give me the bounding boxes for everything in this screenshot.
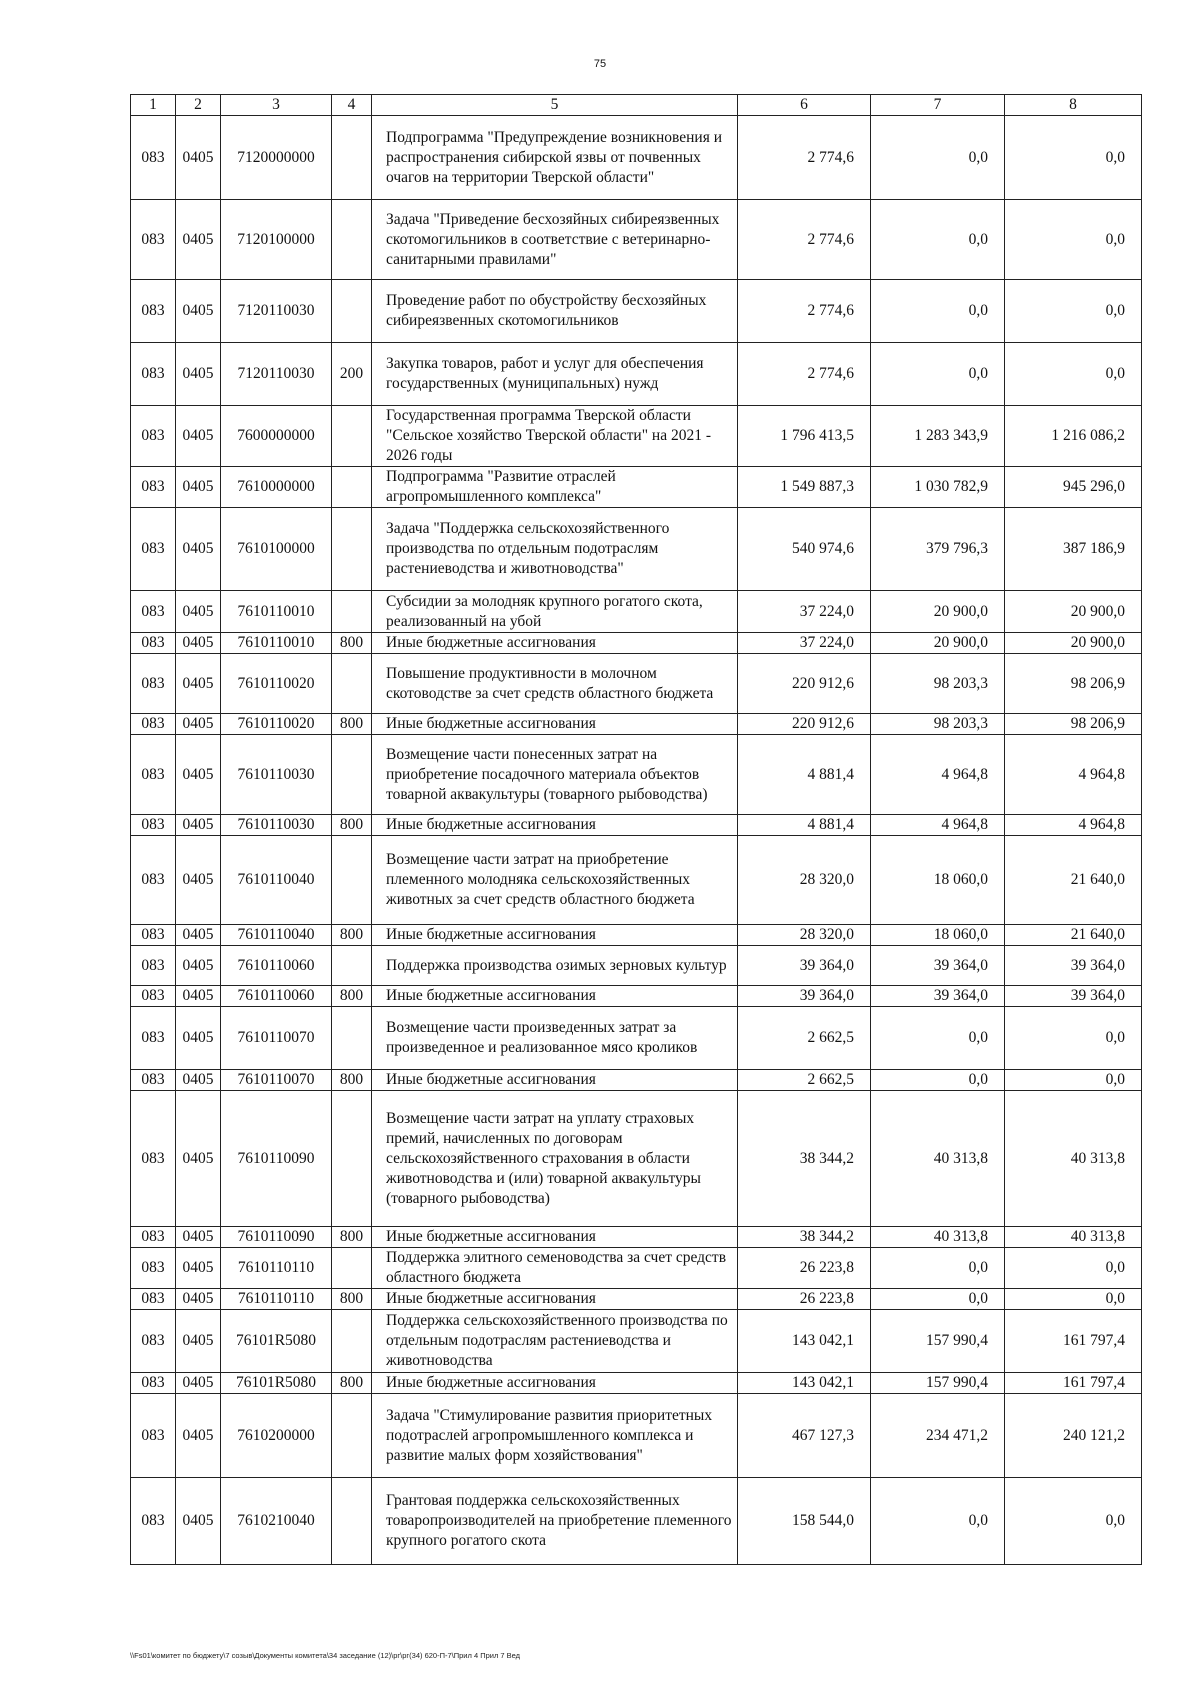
table-row [131, 1070, 1142, 1091]
cell-ved: 083 [131, 280, 176, 343]
cell-amount-2026: 0,0 [1005, 200, 1142, 280]
cell-amount-2025: 0,0 [871, 1070, 1005, 1091]
cell-amount-2024: 4 881,4 [738, 735, 871, 815]
cell-amount-2025: 157 990,4 [871, 1373, 1005, 1394]
cell-section: 0405 [176, 508, 221, 591]
table-row [131, 815, 1142, 836]
cell-amount-2024: 1 549 887,3 [738, 467, 871, 508]
cell-section: 0405 [176, 986, 221, 1007]
cell-expense-type [332, 116, 372, 200]
cell-expense-type [332, 1478, 372, 1565]
cell-section: 0405 [176, 654, 221, 714]
cell-ved: 083 [131, 343, 176, 406]
cell-name: Государственная программа Тверской области "Сельское хозяйство Тверской области" на 2021 - 2026 годы [372, 406, 738, 467]
cell-name: Возмещение части понесенных затрат на приобретение посадочного материала объектов товарной аквакультуры (товарного рыбоводства) [372, 735, 738, 815]
cell-name: Проведение работ по обустройству бесхозяйных сибиреязвенных скотомогильников [372, 280, 738, 343]
cell-section: 0405 [176, 946, 221, 986]
cell-amount-2025: 40 313,8 [871, 1227, 1005, 1248]
cell-ved: 083 [131, 1478, 176, 1565]
cell-amount-2026: 4 964,8 [1005, 735, 1142, 815]
cell-ved: 083 [131, 986, 176, 1007]
cell-amount-2024: 2 662,5 [738, 1007, 871, 1070]
cell-ved: 083 [131, 925, 176, 946]
cell-amount-2026: 4 964,8 [1005, 815, 1142, 836]
cell-amount-2024: 1 796 413,5 [738, 406, 871, 467]
budget-table [130, 94, 1142, 1565]
cell-target-article: 7610110090 [221, 1227, 332, 1248]
table-row [131, 200, 1142, 280]
cell-amount-2026: 20 900,0 [1005, 591, 1142, 633]
cell-target-article: 7610110040 [221, 836, 332, 925]
cell-target-article: 76101R5080 [221, 1310, 332, 1373]
header-cell: 4 [332, 95, 372, 116]
cell-amount-2025: 98 203,3 [871, 714, 1005, 735]
cell-expense-type: 200 [332, 343, 372, 406]
table-row [131, 280, 1142, 343]
cell-section: 0405 [176, 1248, 221, 1289]
cell-amount-2026: 40 313,8 [1005, 1091, 1142, 1227]
cell-ved: 083 [131, 714, 176, 735]
cell-amount-2025: 18 060,0 [871, 925, 1005, 946]
table-row [131, 1227, 1142, 1248]
cell-section: 0405 [176, 1007, 221, 1070]
table-row [131, 735, 1142, 815]
cell-target-article: 7610110040 [221, 925, 332, 946]
cell-expense-type: 800 [332, 633, 372, 654]
cell-target-article: 7610110030 [221, 815, 332, 836]
cell-name: Возмещение части произведенных затрат за произведенное и реализованное мясо кроликов [372, 1007, 738, 1070]
table-row [131, 1310, 1142, 1373]
cell-expense-type [332, 1091, 372, 1227]
cell-name: Задача "Поддержка сельскохозяйственного производства по отдельным подотраслям растениеводства и животноводства" [372, 508, 738, 591]
cell-amount-2024: 26 223,8 [738, 1248, 871, 1289]
cell-ved: 083 [131, 1394, 176, 1478]
cell-expense-type [332, 508, 372, 591]
cell-amount-2025: 0,0 [871, 280, 1005, 343]
cell-section: 0405 [176, 1289, 221, 1310]
cell-ved: 083 [131, 1070, 176, 1091]
cell-target-article: 7120000000 [221, 116, 332, 200]
cell-target-article: 7610000000 [221, 467, 332, 508]
cell-amount-2026: 0,0 [1005, 1070, 1142, 1091]
cell-name: Иные бюджетные ассигнования [372, 1227, 738, 1248]
cell-section: 0405 [176, 836, 221, 925]
cell-name: Поддержка производства озимых зерновых культур [372, 946, 738, 986]
cell-target-article: 7120110030 [221, 280, 332, 343]
cell-ved: 083 [131, 946, 176, 986]
cell-amount-2026: 20 900,0 [1005, 633, 1142, 654]
cell-expense-type [332, 946, 372, 986]
cell-amount-2026: 161 797,4 [1005, 1373, 1142, 1394]
cell-amount-2025: 0,0 [871, 200, 1005, 280]
table-row [131, 714, 1142, 735]
table-row [131, 633, 1142, 654]
cell-amount-2024: 37 224,0 [738, 591, 871, 633]
cell-amount-2024: 26 223,8 [738, 1289, 871, 1310]
cell-expense-type [332, 836, 372, 925]
cell-expense-type: 800 [332, 1373, 372, 1394]
cell-name: Закупка товаров, работ и услуг для обеспечения государственных (муниципальных) нужд [372, 343, 738, 406]
cell-ved: 083 [131, 1007, 176, 1070]
cell-expense-type [332, 1248, 372, 1289]
table-row [131, 116, 1142, 200]
cell-amount-2024: 467 127,3 [738, 1394, 871, 1478]
cell-amount-2026: 21 640,0 [1005, 925, 1142, 946]
cell-amount-2024: 2 774,6 [738, 280, 871, 343]
cell-name: Иные бюджетные ассигнования [372, 633, 738, 654]
cell-target-article: 7610110110 [221, 1248, 332, 1289]
cell-name: Поддержка элитного семеноводства за счет средств областного бюджета [372, 1248, 738, 1289]
cell-ved: 083 [131, 467, 176, 508]
cell-section: 0405 [176, 343, 221, 406]
cell-amount-2024: 220 912,6 [738, 714, 871, 735]
cell-amount-2026: 161 797,4 [1005, 1310, 1142, 1373]
cell-amount-2026: 387 186,9 [1005, 508, 1142, 591]
cell-name: Подпрограмма "Предупреждение возникновения и распространения сибирской язвы от почвенных очагов на территории Тверской области" [372, 116, 738, 200]
table-row [131, 1478, 1142, 1565]
cell-amount-2026: 0,0 [1005, 343, 1142, 406]
cell-expense-type [332, 654, 372, 714]
cell-amount-2024: 2 774,6 [738, 116, 871, 200]
cell-expense-type: 800 [332, 925, 372, 946]
cell-section: 0405 [176, 200, 221, 280]
cell-amount-2024: 158 544,0 [738, 1478, 871, 1565]
cell-target-article: 7610110030 [221, 735, 332, 815]
cell-amount-2024: 143 042,1 [738, 1373, 871, 1394]
cell-section: 0405 [176, 1373, 221, 1394]
cell-amount-2024: 2 774,6 [738, 200, 871, 280]
cell-amount-2026: 0,0 [1005, 1248, 1142, 1289]
cell-target-article: 76101R5080 [221, 1373, 332, 1394]
header-cell: 8 [1005, 95, 1142, 116]
cell-amount-2024: 38 344,2 [738, 1227, 871, 1248]
cell-ved: 083 [131, 508, 176, 591]
cell-amount-2025: 4 964,8 [871, 815, 1005, 836]
cell-expense-type [332, 200, 372, 280]
cell-section: 0405 [176, 406, 221, 467]
cell-expense-type: 800 [332, 986, 372, 1007]
table-row [131, 508, 1142, 591]
cell-expense-type [332, 406, 372, 467]
cell-amount-2026: 98 206,9 [1005, 714, 1142, 735]
cell-name: Иные бюджетные ассигнования [372, 925, 738, 946]
cell-name: Грантовая поддержка сельскохозяйственных товаропроизводителей на приобретение племенного крупного рогатого скота [372, 1478, 738, 1565]
cell-amount-2026: 39 364,0 [1005, 946, 1142, 986]
cell-amount-2026: 98 206,9 [1005, 654, 1142, 714]
cell-amount-2026: 0,0 [1005, 116, 1142, 200]
cell-target-article: 7610110070 [221, 1070, 332, 1091]
cell-amount-2026: 0,0 [1005, 1478, 1142, 1565]
cell-ved: 083 [131, 633, 176, 654]
cell-target-article: 7610110010 [221, 591, 332, 633]
header-cell: 2 [176, 95, 221, 116]
table-row [131, 654, 1142, 714]
cell-amount-2024: 38 344,2 [738, 1091, 871, 1227]
cell-section: 0405 [176, 735, 221, 815]
cell-amount-2026: 1 216 086,2 [1005, 406, 1142, 467]
cell-expense-type: 800 [332, 1227, 372, 1248]
cell-amount-2025: 40 313,8 [871, 1091, 1005, 1227]
cell-amount-2026: 40 313,8 [1005, 1227, 1142, 1248]
cell-section: 0405 [176, 591, 221, 633]
cell-amount-2025: 39 364,0 [871, 986, 1005, 1007]
cell-name: Иные бюджетные ассигнования [372, 1070, 738, 1091]
cell-target-article: 7610110110 [221, 1289, 332, 1310]
cell-name: Повышение продуктивности в молочном скотоводстве за счет средств областного бюджета [372, 654, 738, 714]
cell-section: 0405 [176, 467, 221, 508]
cell-expense-type [332, 1007, 372, 1070]
cell-ved: 083 [131, 815, 176, 836]
cell-expense-type: 800 [332, 1070, 372, 1091]
cell-amount-2025: 0,0 [871, 1478, 1005, 1565]
table-row [131, 836, 1142, 925]
cell-amount-2025: 0,0 [871, 1289, 1005, 1310]
cell-name: Иные бюджетные ассигнования [372, 815, 738, 836]
cell-name: Возмещение части затрат на приобретение племенного молодняка сельскохозяйственных животных за счет средств областного бюджета [372, 836, 738, 925]
cell-amount-2025: 1 283 343,9 [871, 406, 1005, 467]
cell-section: 0405 [176, 1310, 221, 1373]
cell-name: Иные бюджетные ассигнования [372, 1289, 738, 1310]
cell-section: 0405 [176, 116, 221, 200]
cell-expense-type: 800 [332, 1289, 372, 1310]
cell-ved: 083 [131, 1091, 176, 1227]
table-row [131, 343, 1142, 406]
cell-target-article: 7610200000 [221, 1394, 332, 1478]
cell-amount-2024: 39 364,0 [738, 986, 871, 1007]
table-row [131, 1373, 1142, 1394]
table-row [131, 1091, 1142, 1227]
cell-ved: 083 [131, 1227, 176, 1248]
cell-amount-2025: 0,0 [871, 1248, 1005, 1289]
cell-name: Возмещение части затрат на уплату страховых премий, начисленных по договорам сельскохозяйственного страхования в области животноводства и (или) товарной аквакультуры (товарного рыбоводства) [372, 1091, 738, 1227]
cell-amount-2025: 0,0 [871, 116, 1005, 200]
cell-expense-type [332, 280, 372, 343]
cell-amount-2024: 220 912,6 [738, 654, 871, 714]
cell-amount-2024: 540 974,6 [738, 508, 871, 591]
cell-ved: 083 [131, 1373, 176, 1394]
cell-ved: 083 [131, 836, 176, 925]
cell-target-article: 7610110020 [221, 714, 332, 735]
table-row [131, 591, 1142, 633]
cell-amount-2026: 0,0 [1005, 1289, 1142, 1310]
page-number: 75 [593, 58, 607, 70]
cell-amount-2024: 39 364,0 [738, 946, 871, 986]
table-row [131, 925, 1142, 946]
cell-target-article: 7610100000 [221, 508, 332, 591]
table-row [131, 986, 1142, 1007]
cell-section: 0405 [176, 815, 221, 836]
table-row [131, 1289, 1142, 1310]
cell-expense-type: 800 [332, 815, 372, 836]
cell-target-article: 7610110060 [221, 946, 332, 986]
cell-amount-2024: 28 320,0 [738, 836, 871, 925]
cell-expense-type [332, 1394, 372, 1478]
cell-ved: 083 [131, 1310, 176, 1373]
cell-amount-2026: 39 364,0 [1005, 986, 1142, 1007]
cell-name: Иные бюджетные ассигнования [372, 986, 738, 1007]
cell-target-article: 7610110020 [221, 654, 332, 714]
cell-target-article: 7610110060 [221, 986, 332, 1007]
cell-ved: 083 [131, 116, 176, 200]
cell-target-article: 7610110010 [221, 633, 332, 654]
cell-target-article: 7610210040 [221, 1478, 332, 1565]
cell-target-article: 7610110090 [221, 1091, 332, 1227]
cell-ved: 083 [131, 1289, 176, 1310]
cell-amount-2024: 2 662,5 [738, 1070, 871, 1091]
table-row [131, 406, 1142, 467]
cell-expense-type [332, 1310, 372, 1373]
header-cell: 3 [221, 95, 332, 116]
cell-name: Задача "Приведение бесхозяйных сибиреязвенных скотомогильников в соответствие с ветеринарно-санитарными правилами" [372, 200, 738, 280]
cell-amount-2026: 945 296,0 [1005, 467, 1142, 508]
cell-expense-type [332, 467, 372, 508]
cell-ved: 083 [131, 200, 176, 280]
cell-ved: 083 [131, 654, 176, 714]
cell-name: Иные бюджетные ассигнования [372, 714, 738, 735]
cell-name: Иные бюджетные ассигнования [372, 1373, 738, 1394]
cell-amount-2025: 157 990,4 [871, 1310, 1005, 1373]
cell-section: 0405 [176, 1091, 221, 1227]
header-cell: 7 [871, 95, 1005, 116]
cell-section: 0405 [176, 1394, 221, 1478]
cell-amount-2024: 4 881,4 [738, 815, 871, 836]
cell-ved: 083 [131, 735, 176, 815]
cell-target-article: 7610110070 [221, 1007, 332, 1070]
cell-amount-2025: 1 030 782,9 [871, 467, 1005, 508]
cell-amount-2025: 39 364,0 [871, 946, 1005, 986]
cell-amount-2024: 37 224,0 [738, 633, 871, 654]
cell-section: 0405 [176, 633, 221, 654]
cell-amount-2026: 0,0 [1005, 1007, 1142, 1070]
cell-amount-2025: 379 796,3 [871, 508, 1005, 591]
header-cell: 1 [131, 95, 176, 116]
cell-amount-2024: 2 774,6 [738, 343, 871, 406]
cell-target-article: 7600000000 [221, 406, 332, 467]
cell-amount-2025: 4 964,8 [871, 735, 1005, 815]
table-row [131, 1007, 1142, 1070]
table-row [131, 1394, 1142, 1478]
cell-amount-2024: 143 042,1 [738, 1310, 871, 1373]
cell-amount-2025: 20 900,0 [871, 591, 1005, 633]
cell-expense-type: 800 [332, 714, 372, 735]
footer-file-path: \\Fs01\комитет по бюджету\7 созыв\Документы комитета\34 заседание (12)\рг\рг(34) 620-П-7\Прил 4 Прил 7 Вед [130, 1651, 521, 1660]
header-cell: 6 [738, 95, 871, 116]
cell-name: Задача "Стимулирование развития приоритетных подотраслей агропромышленного комплекса и развитие малых форм хозяйствования" [372, 1394, 738, 1478]
table-row [131, 1248, 1142, 1289]
cell-target-article: 7120110030 [221, 343, 332, 406]
cell-amount-2025: 234 471,2 [871, 1394, 1005, 1478]
cell-section: 0405 [176, 1227, 221, 1248]
cell-name: Субсидии за молодняк крупного рогатого скота, реализованный на убой [372, 591, 738, 633]
cell-ved: 083 [131, 591, 176, 633]
cell-section: 0405 [176, 1070, 221, 1091]
cell-section: 0405 [176, 714, 221, 735]
cell-expense-type [332, 591, 372, 633]
cell-section: 0405 [176, 925, 221, 946]
cell-amount-2025: 20 900,0 [871, 633, 1005, 654]
header-cell: 5 [372, 95, 738, 116]
cell-target-article: 7120100000 [221, 200, 332, 280]
table-row [131, 467, 1142, 508]
cell-amount-2025: 98 203,3 [871, 654, 1005, 714]
cell-ved: 083 [131, 1248, 176, 1289]
cell-expense-type [332, 735, 372, 815]
header-row [131, 95, 1142, 116]
cell-section: 0405 [176, 280, 221, 343]
cell-amount-2026: 0,0 [1005, 280, 1142, 343]
cell-name: Подпрограмма "Развитие отраслей агропромышленного комплекса" [372, 467, 738, 508]
cell-section: 0405 [176, 1478, 221, 1565]
cell-amount-2026: 240 121,2 [1005, 1394, 1142, 1478]
table-row [131, 946, 1142, 986]
cell-name: Поддержка сельскохозяйственного производства по отдельным подотраслям растениеводства и животноводства [372, 1310, 738, 1373]
cell-amount-2025: 0,0 [871, 1007, 1005, 1070]
cell-amount-2024: 28 320,0 [738, 925, 871, 946]
cell-amount-2025: 0,0 [871, 343, 1005, 406]
cell-ved: 083 [131, 406, 176, 467]
cell-amount-2025: 18 060,0 [871, 836, 1005, 925]
cell-amount-2026: 21 640,0 [1005, 836, 1142, 925]
